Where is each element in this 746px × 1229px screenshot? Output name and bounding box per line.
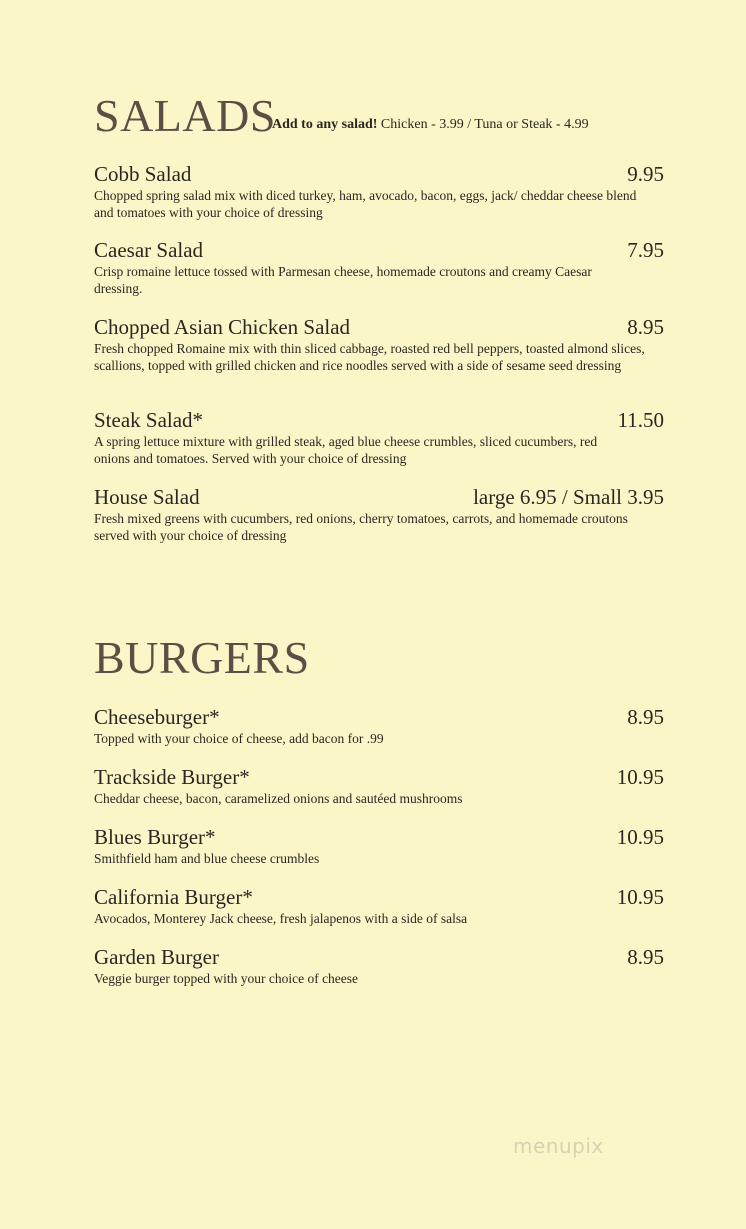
item-name: Garden Burger [94,945,219,969]
item-price: 9.95 [627,162,664,186]
item-description: Chopped spring salad mix with diced turkey, ham, avocado, bacon, eggs, jack/ cheddar cheese blend and tomatoes with your choice of dressing [94,188,637,220]
item-price: 8.95 [627,705,664,729]
item-description: Crisp romaine lettuce tossed with Parmesan cheese, homemade croutons and creamy Caesar dressing. [94,264,592,296]
item-description: Avocados, Monterey Jack cheese, fresh jalapenos with a side of salsa [94,911,468,926]
item-name: Steak Salad* [94,408,204,432]
salads-addon-label: Add to any salad! [272,117,378,132]
menu-item-chopped-asian-chicken-salad [94,314,664,374]
burgers-heading: BURGERS [94,632,310,683]
salads-heading: SALADS [94,90,276,141]
item-price: 8.95 [627,315,664,339]
menu-item-garden-burger [94,944,664,987]
item-price: 7.95 [627,238,664,262]
menu-item-blues-burger [94,824,664,867]
item-price: 8.95 [627,945,664,969]
menu-item-caesar-salad [94,237,664,297]
item-name: California Burger* [94,885,253,909]
menu-item-trackside-burger [94,764,664,807]
item-description: Cheddar cheese, bacon, caramelized onions and sautéed mushrooms [94,791,463,806]
item-price: 10.95 [616,765,664,789]
menupix-watermark: menupix [513,1134,604,1158]
item-price: large 6.95 / Small 3.95 [473,485,664,509]
item-description: Fresh chopped Romaine mix with thin sliced cabbage, roasted red bell peppers, toasted almond slices, scallions, topped with grilled chicken and rice noodles served with a side of sesame seed dressing [94,341,645,373]
menu-item-house-salad [94,484,664,544]
menu-item-cheeseburger [94,704,664,747]
item-description: Topped with your choice of cheese, add bacon for .99 [94,731,384,746]
menu-item-cobb-salad [94,161,664,221]
item-name: Cheeseburger* [94,705,220,729]
item-name: Cobb Salad [94,162,192,186]
item-name: Trackside Burger* [94,765,250,789]
item-name: Chopped Asian Chicken Salad [94,315,351,339]
item-name: Blues Burger* [94,825,216,849]
menu-item-california-burger [94,884,664,927]
item-price: 10.95 [616,885,664,909]
item-description: Smithfield ham and blue cheese crumbles [94,851,320,866]
salads-addon-note [272,117,589,133]
item-description: A spring lettuce mixture with grilled steak, aged blue cheese crumbles, sliced cucumbers, red onions and tomatoes. Served with your choice of dressing [94,434,598,466]
item-price: 11.50 [617,408,664,432]
item-price: 10.95 [616,825,664,849]
menu-item-steak-salad [94,407,664,467]
salads-addon-prices: Chicken - 3.99 / Tuna or Steak - 4.99 [377,117,589,132]
item-name: House Salad [94,485,200,509]
item-name: Caesar Salad [94,238,204,262]
item-description: Veggie burger topped with your choice of cheese [94,971,359,986]
item-description: Fresh mixed greens with cucumbers, red onions, cherry tomatoes, carrots, and homemade croutons served with your choice of dressing [94,511,628,543]
